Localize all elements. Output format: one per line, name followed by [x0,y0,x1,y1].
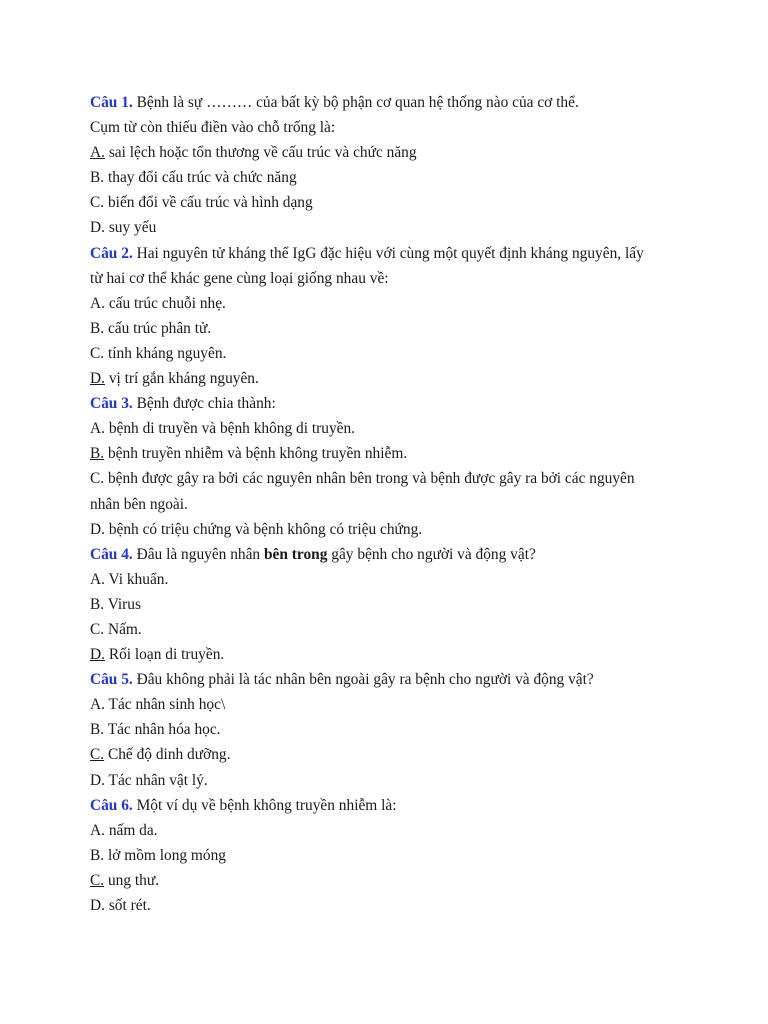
option-text: Rối loạn di truyền. [104,646,225,664]
question-2-option-a [90,291,680,316]
option-letter: D. [90,771,105,789]
question-1-label: Câu 1. [90,94,133,111]
option-letter: B. [90,846,105,864]
option-text: Tác nhân sinh học\ [104,696,226,714]
question-1-option-b [90,165,680,190]
question-2-option-b [90,316,680,341]
question-4-label: Câu 4. [90,545,133,563]
option-letter: B. [90,445,105,463]
question-1-option-c [90,190,680,215]
option-text: bệnh được gây ra bởi các nguyên nhân bên trong và bệnh được gây ra bởi các nguyên [104,470,635,488]
question-4 [90,542,680,667]
question-1-option-d [90,215,680,240]
question-2-label: Câu 2. [90,244,133,262]
question-1 [90,90,680,241]
question-5-option-a [90,692,680,717]
option-text: nấm da. [104,821,158,839]
question-4-option-a [90,567,680,592]
question-1-option-a [90,140,680,165]
option-text: Virus [104,595,141,613]
option-letter: B. [90,319,105,337]
question-3-option-b [90,441,680,466]
option-letter: C. [90,344,105,362]
question-3-option-c-continuation: nhân bên ngoài. [90,495,188,513]
option-letter: C. [90,746,105,764]
question-3 [90,391,680,542]
question-4-option-b [90,592,680,617]
option-text: suy yếu [104,219,157,237]
question-5 [90,667,680,792]
option-text: Chế độ dinh dưỡng. [104,746,231,764]
option-text: lở mồm long móng [104,846,226,864]
option-text: thay đổi cấu trúc và chức năng [104,169,297,187]
question-4-stem-emphasis: bên trong [263,545,328,563]
option-letter: C. [90,470,105,488]
option-letter: A. [90,420,105,438]
question-3-option-d [90,517,680,542]
option-letter: A. [90,294,105,312]
option-text: vị trí gắn kháng nguyên. [104,370,259,388]
document-page [90,90,680,918]
option-letter: D. [90,370,105,388]
option-text: bệnh truyền nhiễm và bệnh không truyền nhiễm. [104,445,408,463]
question-2 [90,241,680,392]
question-5-option-b [90,717,680,742]
option-text: sai lệch hoặc tổn thương về cấu trúc và chức năng [104,144,417,162]
question-6-option-c [90,868,680,893]
question-6-stem-text: Một ví dụ về bệnh không truyền nhiễm là: [132,796,397,814]
question-5-label: Câu 5. [90,671,133,689]
question-4-stem [90,542,680,567]
option-text: cấu trúc phân tử. [104,319,212,337]
option-text: Nấm. [104,620,142,638]
question-6 [90,793,680,918]
question-2-stem-line-2: từ hai cơ thể khác gene cùng loại giống nhau về: [90,269,389,287]
question-5-stem [90,667,680,692]
option-text: cấu trúc chuỗi nhẹ. [104,294,226,312]
option-letter: A. [90,696,105,714]
question-4-option-d [90,642,680,667]
option-letter: C. [90,620,105,638]
question-6-option-a [90,818,680,843]
question-3-label: Câu 3. [90,395,133,413]
option-letter: C. [90,871,105,889]
option-letter: A. [90,144,105,162]
option-text: Vi khuẩn. [104,570,169,588]
option-letter: B. [90,595,105,613]
option-letter: C. [90,194,105,212]
question-4-stem-text: Đâu là nguyên nhân [132,545,264,563]
option-letter: D. [90,646,105,664]
question-6-option-b [90,843,680,868]
option-text: ung thư. [104,871,160,889]
option-letter: B. [90,169,105,187]
question-1-stem-line-2: Cụm từ còn thiếu điền vào chỗ trống là: [90,119,336,137]
option-text: bệnh di truyền và bệnh không di truyền. [104,420,356,438]
question-6-stem [90,793,680,818]
question-3-stem [90,391,680,416]
option-text: bệnh có triệu chứng và bệnh không có triệu chứng. [104,520,423,538]
option-text: Tác nhân hóa học. [104,721,221,739]
option-letter: D. [90,219,105,237]
question-4-stem-text-end: gây bệnh cho người và động vật? [327,545,536,563]
question-5-option-d [90,768,680,793]
option-letter: D. [90,897,105,914]
question-3-option-a [90,416,680,441]
question-5-option-c [90,742,680,767]
option-letter: A. [90,570,105,588]
option-text: Tác nhân vật lý. [104,771,208,789]
question-3-option-c [90,466,680,491]
question-1-stem [90,90,680,115]
option-text: sốt rét. [104,897,151,914]
question-1-stem-text: Bệnh là sự ……… của bất kỳ bộ phận cơ quan hệ thống nào của cơ thể. [132,94,579,111]
question-2-option-d [90,366,680,391]
question-2-option-c [90,341,680,366]
option-letter: A. [90,821,105,839]
question-3-stem-text: Bệnh được chia thành: [132,395,276,413]
option-text: biến đổi về cấu trúc và hình dạng [104,194,313,212]
question-5-stem-text: Đâu không phải là tác nhân bên ngoài gây ra bệnh cho người và động vật? [132,671,594,689]
question-6-option-d [90,893,680,918]
option-letter: D. [90,520,105,538]
question-2-stem-text: Hai nguyên tử kháng thể IgG đặc hiệu với cùng một quyết định kháng nguyên, lấy [132,244,644,262]
question-4-option-c [90,617,680,642]
question-2-stem [90,241,680,266]
option-text: tính kháng nguyên. [104,344,227,362]
question-6-label: Câu 6. [90,796,133,814]
option-letter: B. [90,721,105,739]
